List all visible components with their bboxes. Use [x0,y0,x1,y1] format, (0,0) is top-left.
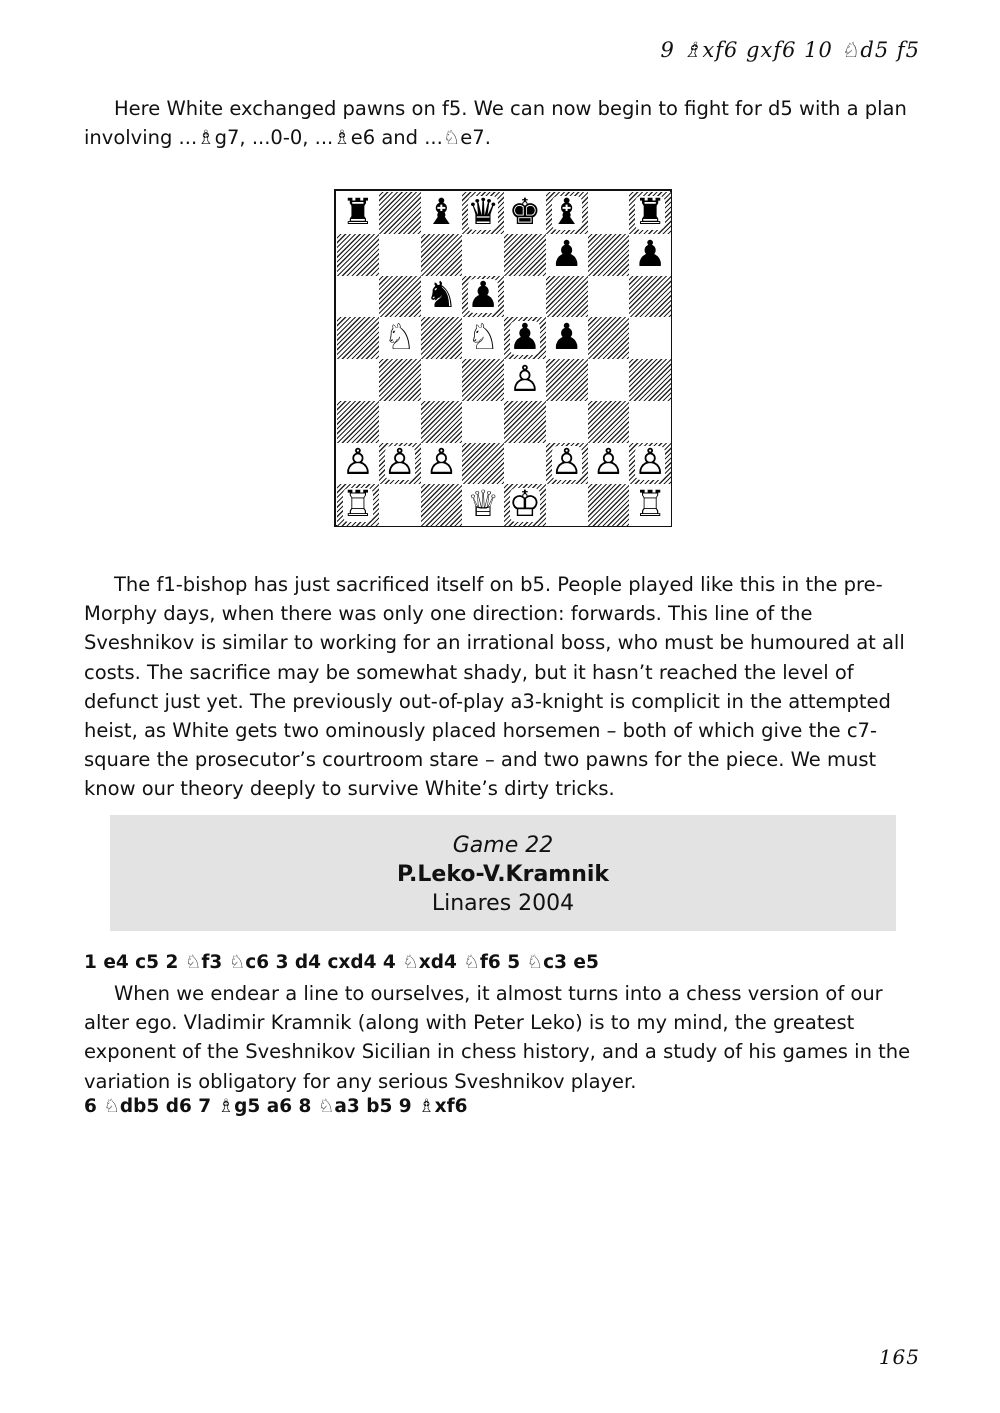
square-b1 [379,484,421,526]
square-f7 [546,234,588,276]
square-f1 [546,484,588,526]
page-number: 165 [878,1345,920,1369]
square-h3 [629,401,671,443]
square-h7 [629,234,671,276]
chess-board [337,192,671,526]
chess-diagram [334,189,672,527]
chess-piece-white: ♙ [508,358,542,400]
game-event: Linares 2004 [431,891,575,916]
square-d5 [462,317,504,359]
square-a8 [337,192,379,234]
game-players: P.Leko-V.Kramnik [396,862,610,887]
square-f4 [546,359,588,401]
paragraph-intro-text: Here White exchanged pawns on f5. We can now begin to fight for d5 with a plan involving ...♗g7, ...0-0, ...♗e6 and ...♘e7. [84,97,907,150]
paragraph-intro [84,94,924,152]
chess-piece-black: ♜ [633,191,667,233]
square-b3 [379,401,421,443]
chess-piece-white: ♖ [633,484,667,526]
square-f2 [546,443,588,485]
square-f3 [546,401,588,443]
square-c1 [421,484,463,526]
square-c4 [421,359,463,401]
square-a4 [337,359,379,401]
chess-piece-white: ♙ [341,442,375,484]
square-e3 [504,401,546,443]
square-a1 [337,484,379,526]
chess-piece-black: ♟ [633,233,667,275]
game-number: Game 22 [452,833,554,858]
square-d2 [462,443,504,485]
square-d3 [462,401,504,443]
chess-piece-white: ♙ [550,442,583,484]
chess-piece-white: ♔ [508,484,542,526]
square-h1 [629,484,671,526]
square-e4 [504,359,546,401]
chess-piece-black: ♞ [425,275,458,317]
square-b5 [379,317,421,359]
square-e2 [504,443,546,485]
square-a7 [337,234,379,276]
square-g8 [588,192,630,234]
square-c2 [421,443,463,485]
square-e5 [504,317,546,359]
chess-piece-black: ♟ [550,233,583,275]
square-f8 [546,192,588,234]
square-g4 [588,359,630,401]
square-e8 [504,192,546,234]
square-d4 [462,359,504,401]
game-header-box [110,815,896,931]
square-g7 [588,234,630,276]
chess-piece-white: ♙ [633,442,667,484]
square-g2 [588,443,630,485]
chess-piece-black: ♝ [550,191,583,233]
chess-piece-white: ♖ [341,484,375,526]
square-a2 [337,443,379,485]
chess-piece-black: ♟ [508,317,542,359]
square-d1 [462,484,504,526]
square-g1 [588,484,630,526]
square-g3 [588,401,630,443]
square-e6 [504,276,546,318]
square-c5 [421,317,463,359]
chess-piece-black: ♜ [341,191,375,233]
square-h4 [629,359,671,401]
moves-opening: 1 e4 c5 2 ♘f3 ♘c6 3 d4 cxd4 4 ♘xd4 ♘f6 5 ♘c3 e5 [84,952,599,973]
paragraph-commentary-text: The f1-bishop has just sacrificed itself on b5. People played like this in the pre-Morphy days, when there was only one direction: forwards. This line of the Sveshnikov is similar to working for an irrational boss, who must be humoured at all costs. The sacrifice may be somewhat shady, but it hasn’t reached the level of defunct just yet. The previously out-of-play a3-knight is complicit in the attempted heist, as White gets two ominously placed horsemen – both of which give the c7-square the prosecutor’s courtroom stare – and two pawns for the piece. We must know our theory deeply to survive White’s dirty tricks. [84,573,905,801]
square-f5 [546,317,588,359]
running-head: 9 ♗xf6 gxf6 10 ♘d5 f5 [660,38,920,62]
paragraph-commentary [84,570,924,804]
square-g6 [588,276,630,318]
chess-piece-black: ♚ [508,191,542,233]
square-h6 [629,276,671,318]
chess-piece-black: ♟ [550,317,583,359]
square-d6 [462,276,504,318]
square-h2 [629,443,671,485]
square-b2 [379,443,421,485]
moves-continuation: 6 ♘db5 d6 7 ♗g5 a6 8 ♘a3 b5 9 ♗xf6 [84,1096,468,1117]
chess-piece-white: ♘ [466,317,500,359]
square-a3 [337,401,379,443]
square-d7 [462,234,504,276]
square-a5 [337,317,379,359]
square-b8 [379,192,421,234]
square-f6 [546,276,588,318]
square-c6 [421,276,463,318]
square-d8 [462,192,504,234]
square-b4 [379,359,421,401]
paragraph-kramnik [84,979,924,1096]
square-e1 [504,484,546,526]
square-c8 [421,192,463,234]
square-g5 [588,317,630,359]
chess-piece-black: ♝ [425,191,458,233]
square-a6 [337,276,379,318]
chess-piece-white: ♘ [383,317,416,359]
paragraph-kramnik-text: When we endear a line to ourselves, it almost turns into a chess version of our alter ego. Vladimir Kramnik (along with Peter Leko) is to my mind, the greatest exponent of the Sveshnikov Sicilian in chess history, and a study of his games in the variation is obligatory for any serious Sveshnikov player. [84,982,911,1093]
square-h5 [629,317,671,359]
square-c3 [421,401,463,443]
chess-piece-black: ♟ [466,275,500,317]
chess-piece-black: ♛ [466,191,500,233]
square-c7 [421,234,463,276]
chess-piece-white: ♙ [592,442,625,484]
square-e7 [504,234,546,276]
chess-piece-white: ♕ [466,484,500,526]
square-h8 [629,192,671,234]
square-b6 [379,276,421,318]
chess-piece-white: ♙ [425,442,458,484]
square-b7 [379,234,421,276]
chess-piece-white: ♙ [383,442,416,484]
